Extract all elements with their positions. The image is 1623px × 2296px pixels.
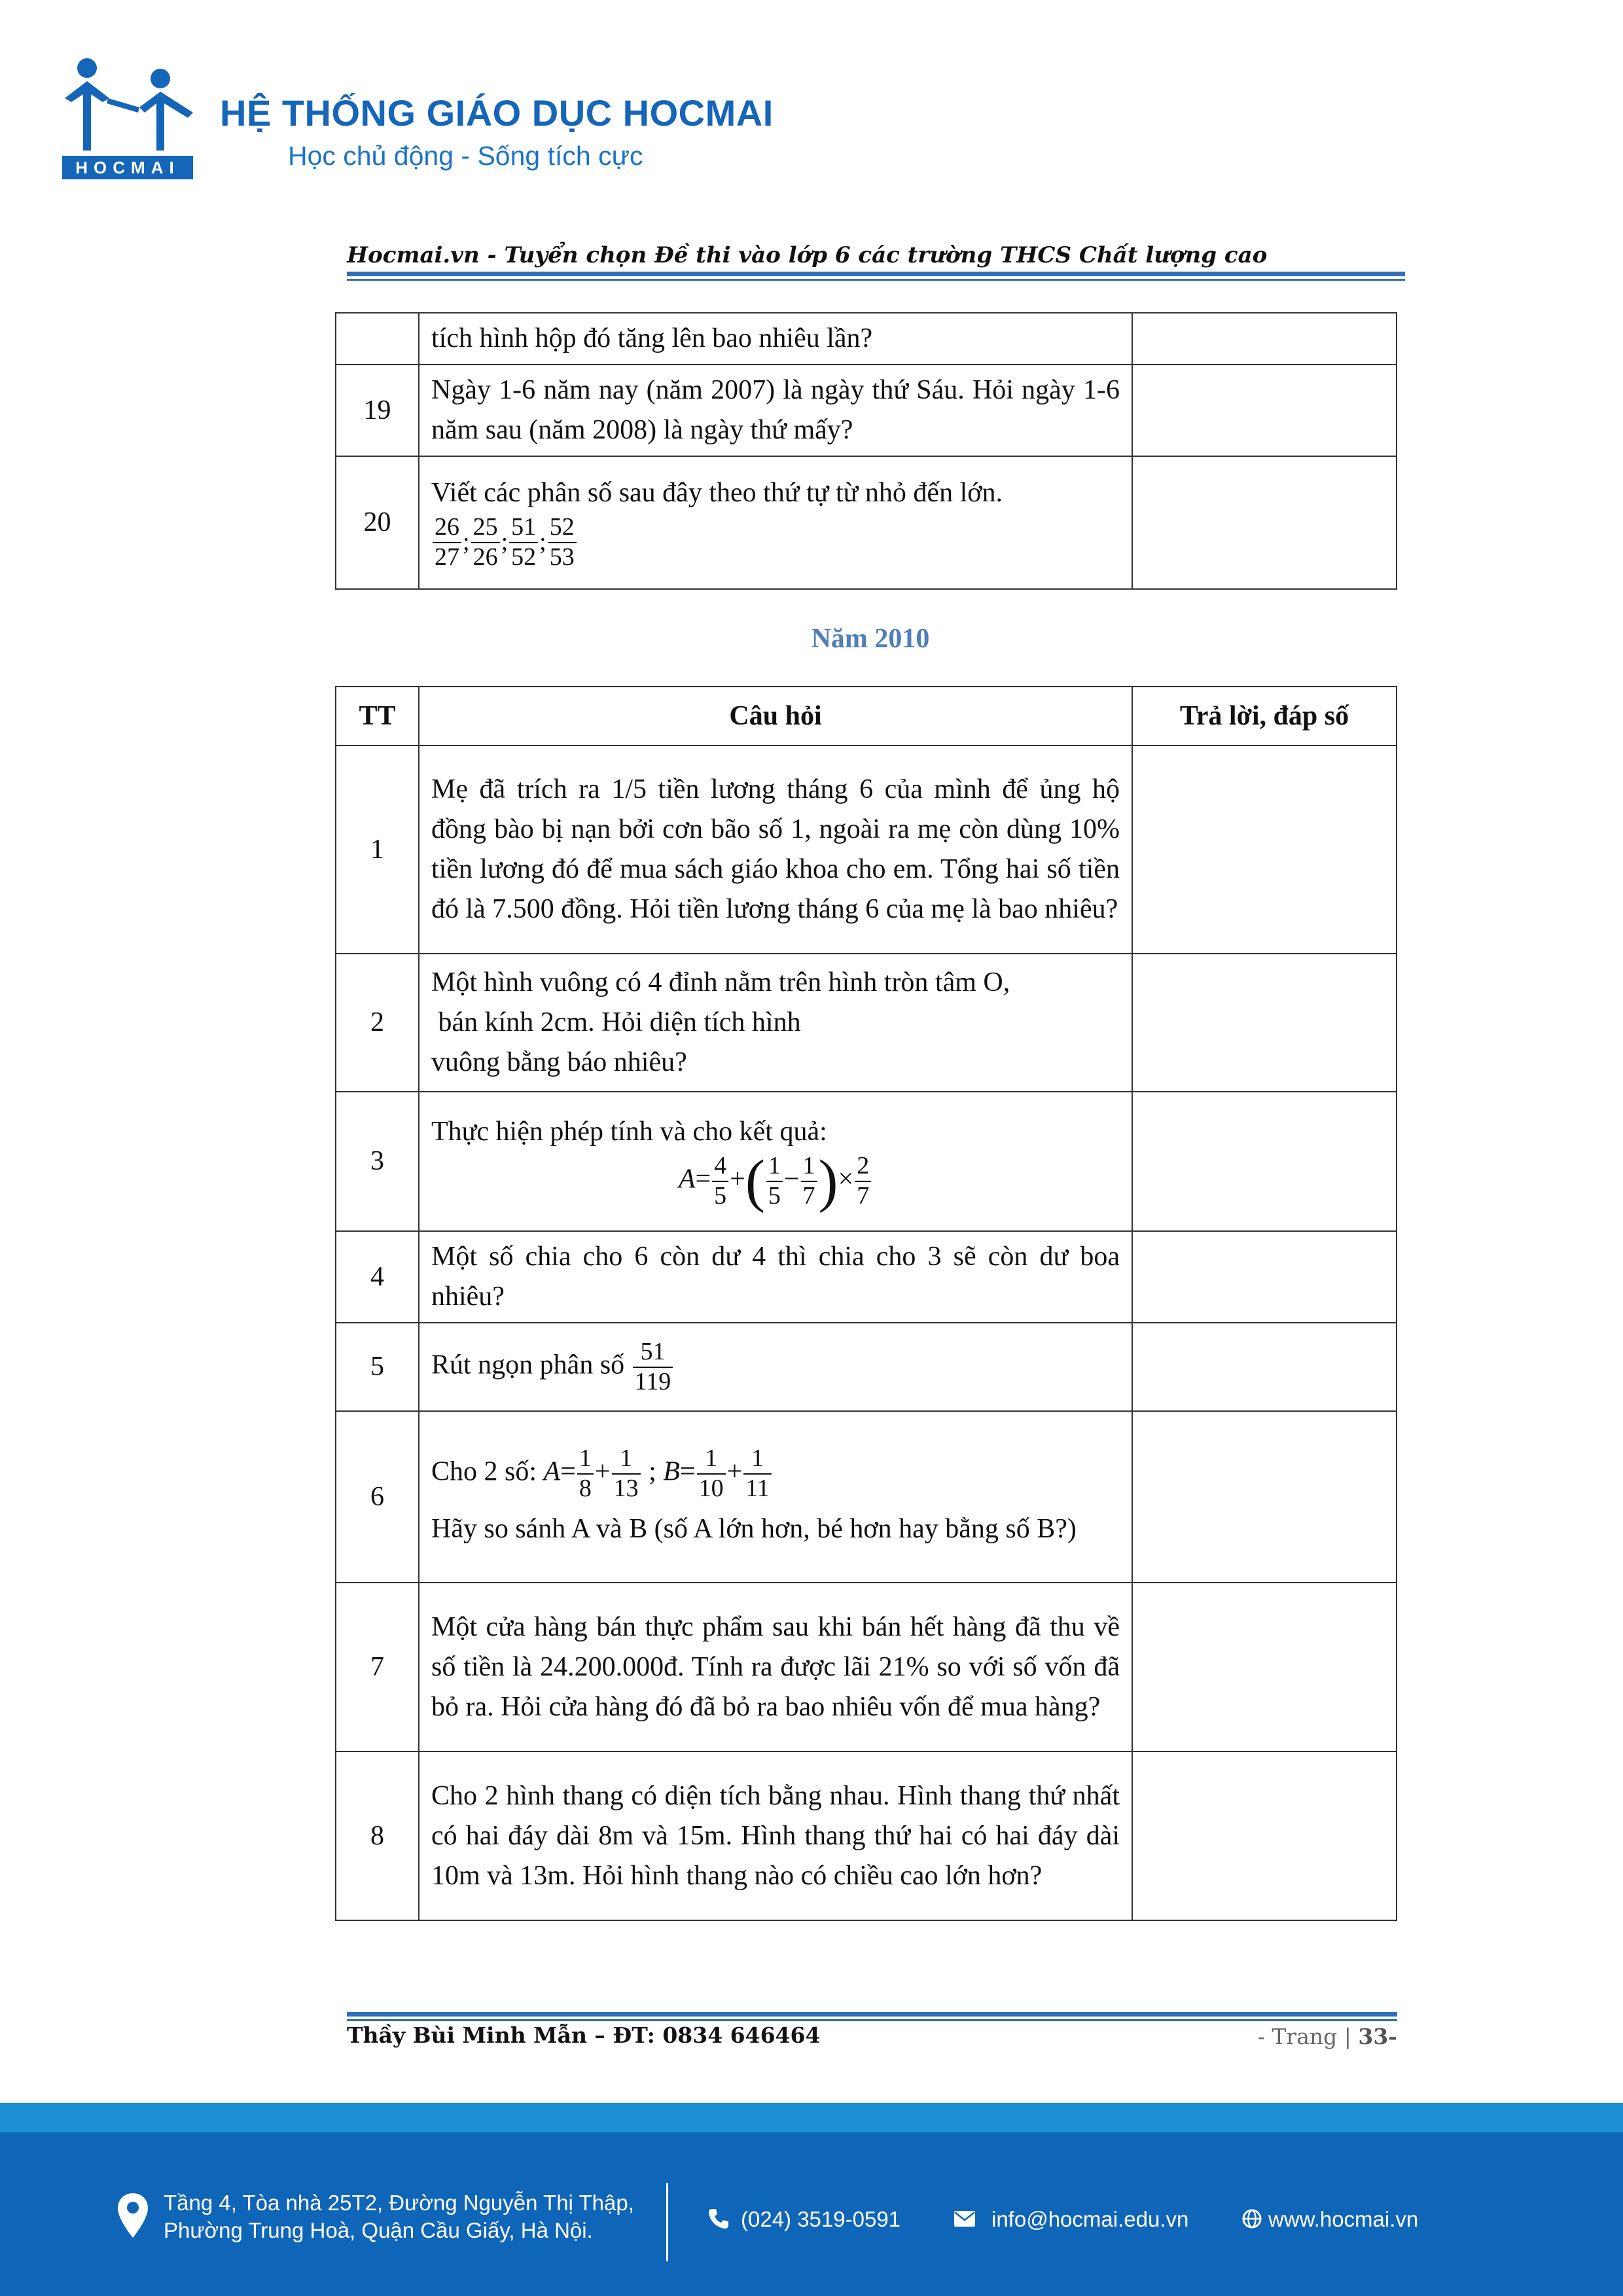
footer-rule-thin [347, 2019, 1397, 2021]
fraction-list: $\frac{26}{27}$ ; $\frac{25}{26}$ ; $\frac{51}{52}$ ; $\frac{52}{53}$ [431, 513, 1120, 571]
math-expression: Cho 2 số: A= $\frac{1}{8}$ + $\frac{1}{13}$ ; B= $\frac{1}{10}$ + $\frac{1}{11}$ [431, 1444, 1120, 1503]
questions-table-2007 [335, 312, 1397, 590]
table-row [336, 1583, 1397, 1751]
question-line: Một hình vuông có 4 đỉnh nằm trên hình tròn tâm O, [431, 967, 1010, 997]
table-row [336, 456, 1397, 589]
question-cell [419, 954, 1132, 1092]
table-row [336, 1092, 1397, 1231]
table-row [336, 1231, 1397, 1323]
header-tt: TT [336, 687, 419, 745]
questions-table-2010 [335, 686, 1397, 1921]
email[interactable]: info@hocmai.edu.vn [991, 2207, 1189, 2231]
page-number: - Trang | 33- [1257, 2024, 1397, 2049]
row-number: 4 [336, 1231, 419, 1323]
fraction: $\frac{25}{26}$ [471, 513, 500, 571]
table-row [336, 1323, 1397, 1411]
row-number: 8 [336, 1751, 419, 1920]
table-row [336, 365, 1397, 456]
table-row [336, 954, 1397, 1092]
answer-cell [1132, 1092, 1397, 1231]
running-head: Hocmai.vn - Tuyển chọn Đề thi vào lớp 6 các trường THCS Chất lượng cao [347, 242, 1268, 268]
row-number: 2 [336, 954, 419, 1092]
row-number: 1 [336, 745, 419, 954]
answer-cell [1132, 1323, 1397, 1411]
phone-icon [707, 2207, 730, 2231]
question-cell [419, 1092, 1132, 1231]
question-cell: Rút ngọn phân số $\frac{51}{119}$ [419, 1323, 1132, 1411]
location-pin-icon [116, 2192, 149, 2239]
row-number [336, 313, 419, 365]
row-number: 7 [336, 1583, 419, 1751]
math-expression: A= $\frac{4}{5}$ +( $\frac{1}{5}$ − $\frac{1}{7}$ )× $\frac{2}{7}$ [431, 1152, 1120, 1210]
footer-divider [666, 2183, 668, 2261]
question-cell [419, 456, 1132, 589]
answer-cell [1132, 365, 1397, 456]
table-row [336, 313, 1397, 365]
fraction: $\frac{51}{52}$ [509, 513, 538, 571]
fraction: $\frac{52}{53}$ [548, 513, 577, 571]
footer-band-light [0, 2103, 1623, 2132]
question-cell: Một cửa hàng bán thực phẩm sau khi bán hết hàng đã thu về số tiền là 24.200.000đ. Tính ra được lãi 21% so với số vốn đã bỏ ra. Hỏi cửa hàng đó đã bỏ ra bao nhiêu vốn để mua hàng? [419, 1583, 1132, 1751]
table-row [336, 745, 1397, 954]
header-question: Câu hỏi [419, 687, 1132, 745]
globe-icon [1242, 2209, 1262, 2229]
brand-slogan: Học chủ động - Sống tích cực [288, 141, 643, 171]
question-text: Hãy so sánh A và B (số A lớn hơn, bé hơn hay bằng số B?) [431, 1514, 1077, 1545]
answer-cell [1132, 1411, 1397, 1583]
answer-cell [1132, 1583, 1397, 1751]
answer-cell [1132, 954, 1397, 1092]
question-cell: Ngày 1-6 năm nay (năm 2007) là ngày thứ Sáu. Hỏi ngày 1-6 năm sau (năm 2008) là ngày thứ mấy? [419, 365, 1132, 456]
question-cell: Cho 2 hình thang có diện tích bằng nhau. Hình thang thứ nhất có hai đáy dài 8m và 15m. Hình thang thứ hai có hai đáy dài 10m và 13m. Hỏi hình thang nào có chiều cao lớn hơn? [419, 1751, 1132, 1920]
fraction: $\frac{26}{27}$ [433, 513, 461, 571]
brand-title: HỆ THỐNG GIÁO DỤC HOCMAI [220, 92, 774, 134]
header-answer: Trả lời, đáp số [1132, 687, 1397, 745]
question-text: Thực hiện phép tính và cho kết quả: [431, 1117, 827, 1147]
answer-cell [1132, 1231, 1397, 1323]
question-cell: Một số chia cho 6 còn dư 4 thì chia cho 3 sẽ còn dư boa nhiêu? [419, 1231, 1132, 1323]
row-number: 5 [336, 1323, 419, 1411]
teacher-contact: Thầy Bùi Minh Mẫn – ĐT: 0834 646464 [347, 2022, 821, 2048]
header-rule-thick [347, 272, 1405, 276]
logo-label: HOCMAI [75, 158, 180, 177]
fraction: $\frac{51}{119}$ [633, 1338, 673, 1396]
question-line: bán kính 2cm. Hỏi diện tích hình [431, 1007, 801, 1037]
header-rule-thin [347, 279, 1405, 281]
row-number: 3 [336, 1092, 419, 1231]
hocmai-logo [62, 52, 196, 180]
question-cell [419, 1411, 1132, 1583]
question-text: Viết các phân số sau đây theo thứ tự từ nhỏ đến lớn. [431, 478, 1003, 509]
answer-cell [1132, 456, 1397, 589]
question-line: vuông bằng báo nhiêu? [431, 1047, 687, 1077]
footer-rule-thick [347, 2012, 1397, 2017]
phone: (024) 3519-0591 [741, 2207, 901, 2231]
answer-cell [1132, 745, 1397, 954]
website[interactable]: www.hocmai.vn [1268, 2207, 1419, 2231]
table-row [336, 1411, 1397, 1583]
table-row [336, 1751, 1397, 1920]
row-number: 20 [336, 456, 419, 589]
table-header-row [336, 687, 1397, 745]
row-number: 19 [336, 365, 419, 456]
row-number: 6 [336, 1411, 419, 1583]
address: Tầng 4, Tòa nhà 25T2, Đường Nguyễn Thị Thập, Phường Trung Hoà, Quận Cầu Giấy, Hà Nội. [164, 2191, 634, 2242]
answer-cell [1132, 1751, 1397, 1920]
question-cell: tích hình hộp đó tăng lên bao nhiêu lần? [419, 313, 1132, 365]
email-icon [954, 2211, 975, 2227]
section-title: Năm 2010 [811, 624, 930, 654]
answer-cell [1132, 313, 1397, 365]
question-cell: Mẹ đã trích ra 1/5 tiền lương tháng 6 của mình để ủng hộ đồng bào bị nạn bởi cơn bão số 1, ngoài ra mẹ còn dùng 10% tiền lương đó để mua sách giáo khoa cho em. Tổng hai số tiền đó là 7.500 đồng. Hỏi tiền lương tháng 6 của mẹ là bao nhiêu? [419, 745, 1132, 954]
